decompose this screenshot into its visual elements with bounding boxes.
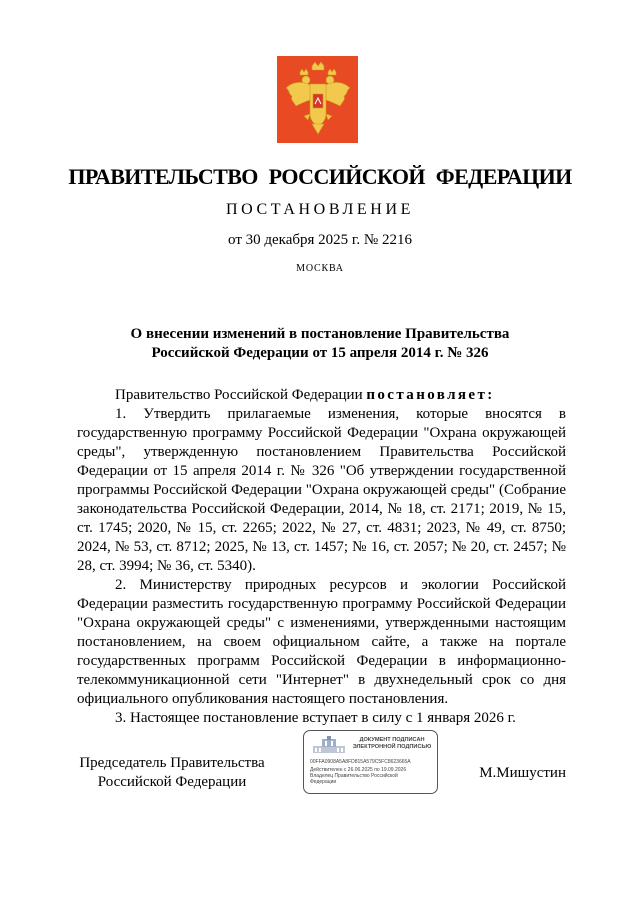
signatory-name: М.Мишустин: [479, 765, 566, 781]
coat-of-arms-emblem: [277, 56, 358, 143]
document-type: ПОСТАНОВЛЕНИЕ: [226, 201, 414, 218]
stamp-title-line-1: ДОКУМЕНТ ПОДПИСАН: [359, 737, 425, 743]
paragraph-3: 3. Настоящее постановление вступает в силу с 1 января 2026 г.: [115, 710, 516, 726]
stamp-owner-line-1: Владелец Правительство Российской: [310, 773, 398, 779]
building-icon: [312, 736, 346, 754]
stamp-title-line-2: ЭЛЕКТРОННОЙ ПОДПИСЬЮ: [352, 744, 432, 750]
stamp-title: [350, 737, 434, 751]
intro-verb: постановляет:: [366, 387, 495, 403]
city-name: МОСКВА: [296, 263, 344, 274]
stamp-validity: Действителен с 26.06.2025 по 19.09.2026: [310, 767, 407, 773]
signatory-title-line-1: Председатель Правительства: [79, 755, 265, 771]
signatory-title-line-2: Российской Федерации: [97, 774, 247, 790]
document-body: [77, 386, 566, 728]
heading-line-1: О внесении изменений в постановление Правительства: [130, 326, 510, 342]
intro-paragraph: [77, 386, 566, 405]
heading-line-2: Российской Федерации от 15 апреля 2014 г. № 326: [151, 345, 489, 361]
signatory-title: [77, 754, 267, 792]
intro-prefix: Правительство Российской Федерации: [115, 387, 363, 403]
stamp-owner-line-2: Федерации: [310, 779, 337, 785]
double-headed-eagle-icon: [282, 60, 354, 140]
government-title: ПРАВИТЕЛЬСТВО РОССИЙСКОЙ ФЕДЕРАЦИИ: [68, 164, 572, 189]
paragraph-2: 2. Министерству природных ресурсов и экологии Российской Федерации разместить государственную программу Российской Федерации "Охрана окружающей среды" с изменениями, утвержденными настоящим постановлением, на своем официальном сайте, а также на портале государственных программ Российской Федерации в информационно-телекоммуникационной сети "Интернет" в двухнедельный срок со дня официального опубликования настоящего постановления.: [77, 577, 566, 707]
document-date-number: от 30 декабря 2025 г. № 2216: [228, 232, 412, 248]
stamp-serial: 00FFA0908A5A8FD815A579C5FC8623665A: [310, 759, 411, 765]
document-heading: [0, 325, 640, 363]
paragraph-1: 1. Утвердить прилагаемые изменения, которые вносятся в государственную программу Российской Федерации "Охрана окружающей среды", утвержденную постановлением Правительства Российской Федерации от 15 апреля 2014 г. № 326 "Об утверждении государственной программы Российской Федерации "Охрана окружающей среды" (Собрание законодательства Российской Федерации, 2014, № 18, ст. 2171; 2019, № 15, ст. 1745; 2020, № 15, ст. 2265; 2022, № 27, ст. 4831; 2023, № 49, ст. 8750; 2024, № 53, ст. 8712; 2025, № 13, ст. 1457; № 16, ст. 2057; № 20, ст. 2457; № 28, ст. 3994; № 36, ст. 5340).: [77, 406, 566, 574]
electronic-signature-stamp: [303, 730, 438, 794]
